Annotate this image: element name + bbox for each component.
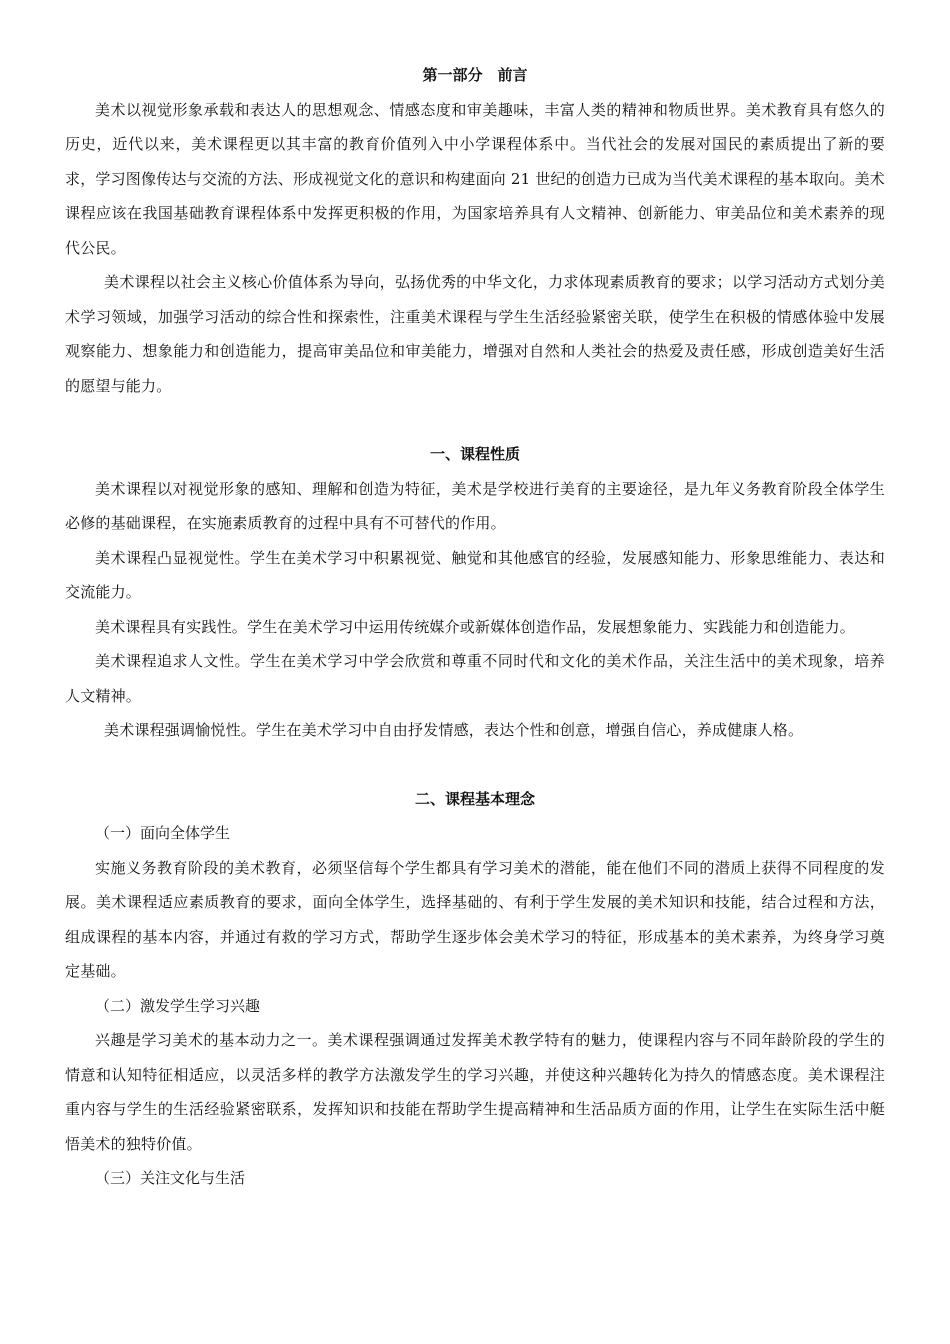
preface-paragraph-1: 美术以视觉形象承载和表达人的思想观念、情感态度和审美趣味，丰富人类的精神和物质世界。美术教育具有悠久的历史，近代以来，美术课程更以其丰富的教育价值列入中小学课程体系中。当代社会的发展对国民的素质提出了新的要求，学习图像传达与交流的方法、形成视觉文化的意识和构建面向 21 世纪的创造力已成为当代美术课程的基本取向。美术课程应该在我国基础教育课程体系中发挥更积极的作用，为国家培养具有人文精神、创新能力、审美品位和美术素养的现代公民。 [65,100,885,257]
section2-subheading-2: （二）激发学生学习兴趣 [95,996,261,1015]
document-page [65,58,885,1196]
section1-paragraph-3: 美术课程具有实践性。学生在美术学习中运用传统媒介或新媒体创造作品，发展想象能力、实践能力和创造能力。 [95,617,856,636]
preface-paragraph-2: 美术课程以社会主义核心价值体系为导向，弘扬优秀的中华文化，力求体现素质教育的要求；以学习活动方式划分美术学习领域，加强学习活动的综合性和探索性，注重美术课程与学生生活经验紧密关联，使学生在积极的情感体验中发展观察能力、想象能力和创造能力，提高审美品位和审美能力，增强对自然和人类社会的热爱及责任感，形成创造美好生活的愿望与能力。 [65,273,885,395]
section1-paragraph-5: 美术课程强调愉悦性。学生在美术学习中自由抒发情感，表达个性和创意，增强自信心，养成健康人格。 [104,721,804,739]
section-spacer [65,748,885,782]
section-spacer [65,403,885,437]
section1-paragraph-1: 美术课程以对视觉形象的感知、理解和创造为特征，美术是学校进行美育的主要途径，是九年义务教育阶段全体学生必修的基础课程，在实施素质教育的过程中具有不可替代的作用。 [65,479,885,532]
section1-paragraph-4: 美术课程追求人文性。学生在美术学习中学会欣赏和尊重不同时代和文化的美术作品，关注生活中的美术现象，培养人文精神。 [65,652,885,705]
section1-title: 一、课程性质 [429,445,520,463]
section2-subheading-3: （三）关注文化与生活 [95,1169,246,1187]
section2-paragraph-1: 实施义务教育阶段的美术教育，必须坚信每个学生都具有学习美术的潜能，能在他们不同的潜质上获得不同程度的发展。美术课程适应素质教育的要求，面向全体学生，选择基础的、有利于学生发展的美术知识和技能，结合过程和方法，组成课程的基本内容，并通过有救的学习方式，帮助学生逐步体会美术学习的特征，形成基本的美术素养，为终身学习奠定基础。 [65,858,885,980]
section1-paragraph-2: 美术课程凸显视觉性。学生在美术学习中积累视觉、触觉和其他感官的经验，发展感知能力、形象思维能力、表达和交流能力。 [65,548,885,601]
section2-subheading-1: （一）面向全体学生 [95,824,231,842]
preface-title: 第一部分 前言 [422,66,528,84]
section2-paragraph-2: 兴趣是学习美术的基本动力之一。美术课程强调通过发挥美术教学特有的魅力，使课程内容与不同年龄阶段的学生的情意和认知特征相适应，以灵活多样的教学方法激发学生的学习兴趣，并使这种兴趣转化为持久的情感态度。美术课程注重内容与学生的生活经验紧密联系，发挥知识和技能在帮助学生提高精神和生活品质方面的作用，让学生在实际生活中艇悟美术的独特价值。 [65,1031,885,1153]
section2-title: 二、课程基本理念 [414,789,535,808]
